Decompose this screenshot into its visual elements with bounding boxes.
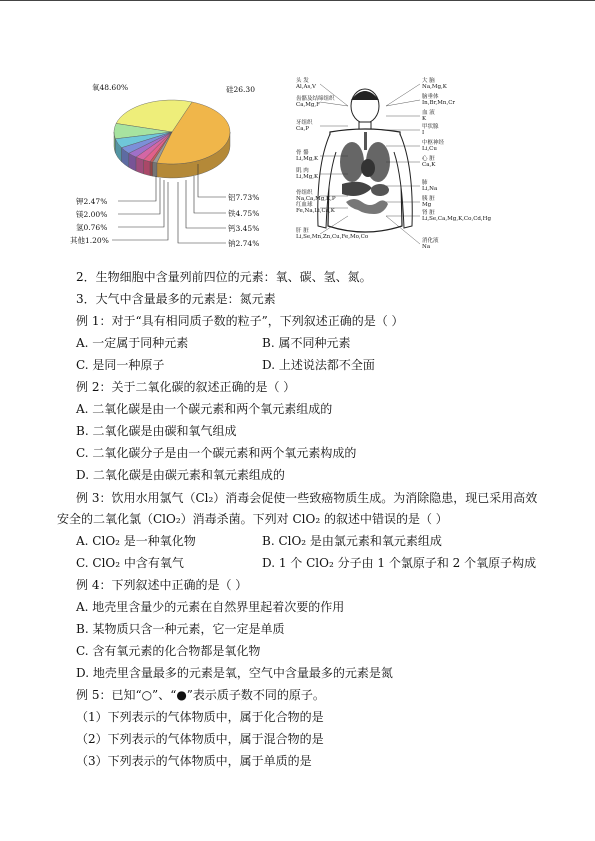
pie-label-铝: 铝7.73% [228,193,260,202]
body-label-right-name-2: 血 液 [422,110,435,116]
body-label-left-name-4: 肌 肉 [296,168,309,174]
body-label-right-elements-0: Na,Mg,K [422,84,447,90]
example-3-option-a[interactable]: A. ClO₂ 是一种氧化物 [76,534,196,548]
example-4-option-d[interactable]: D. 地壳里含量最多的元素是氧，空气中含量最多的元素是氮 [76,666,393,680]
body-label-right-elements-3: I [422,130,425,136]
crust-element-pie-chart [70,82,259,248]
point-2-text: 2．生物细胞中含量列前四位的元素：氧、碳、氢、氮。 [76,270,372,284]
example-4-option-b[interactable]: B. 某物质只含一种元素，它一定是单质 [76,622,285,636]
pie-label-钾: 钾2.47% [76,197,108,206]
example-3-question-line-1: 例 3：饮用水用氯气（Cl₂）消毒会促使一些致癌物质生成。为消除隐患，现已采用高效 [76,491,538,505]
body-label-left-name-2: 牙组织 [296,120,313,126]
pie-leader-其他 [112,182,168,240]
pie-label-其他: 其他1.20% [70,236,109,245]
body-label-right-elements-2: K [422,116,427,122]
body-label-left-name-1: 齿骼及结缔组织 [296,96,335,102]
organ-heart [361,159,375,177]
organ-left-lung [340,142,364,182]
body-label-right-name-7: 胰 脏 [422,196,435,202]
body-leader-right-0 [386,84,420,106]
body-label-right-elements-9: Na [422,244,431,250]
body-label-right-elements-7: Mg [422,202,432,208]
example-3-option-d[interactable]: D. 1 个 ClO₂ 分子由 1 个氯原子和 2 个氧原子构成 [262,556,537,570]
example-4-option-c[interactable]: C. 含有氧元素的化合物都是氧化物 [76,644,261,658]
pie-leader-钾 [118,176,156,201]
body-label-right-elements-1: In,Br,Mn,Cr [422,100,456,106]
example-3-option-b[interactable]: B. ClO₂ 是由氯元素和氧元素组成 [262,534,442,548]
pie-label-氢: 氢0.76% [76,223,108,232]
pie-side-镁 [144,160,151,176]
body-label-right-elements-4: Li,Cu [422,146,437,152]
page-top-border [0,0,595,1]
body-label-left-name-7: 肝 脏 [296,228,309,234]
figure-area [70,76,540,256]
example-1-question: 例 1：对于“具有相同质子数的粒子”，下列叙述正确的是（ ） [76,314,404,328]
body-label-left-elements-0: Al,As,V [296,84,316,90]
example-1-option-a[interactable]: A. 一定属于同种元素 [76,336,189,350]
example-2-option-a[interactable]: A. 二氧化碳是由一个碳元素和两个氧元素组成的 [76,402,333,416]
body-label-right-name-0: 大 脑 [422,78,435,84]
body-label-left-name-5: 骨组织 [296,190,313,196]
example-2-option-b[interactable]: B. 二氧化碳是由碳和氧气组成 [76,424,237,438]
example-2-option-c[interactable]: C. 二氧化碳分子是由一个碳元素和两个氧元素构成的 [76,446,357,460]
example-5-sub-2: （2）下列表示的气体物质中，属于混合物的是 [76,732,324,746]
pie-label-氧: 氧48.60% [92,83,129,92]
pie-side-氢 [150,162,153,177]
body-label-right-name-1: 脑垂体 [422,94,439,100]
body-label-left-elements-6: Fe,Na,Li,Ca,K [296,208,335,214]
example-1-option-c[interactable]: C. 是同一种原子 [76,358,165,372]
pie-leader-铁 [194,176,226,213]
pie-leader-钠 [178,182,226,243]
body-label-right-name-5: 心 脏 [422,156,435,162]
body-label-right-name-6: 肺 [422,180,428,186]
example-4-option-a[interactable]: A. 地壳里含量少的元素在自然界里起着次要的作用 [76,600,345,614]
example-5-sub-1: （1）下列表示的气体物质中，属于化合物的是 [76,710,324,724]
body-label-right-elements-6: Li,Na [422,186,438,192]
pie-label-钠: 钠2.74% [228,239,260,248]
body-label-right-elements-5: Ca,K [422,162,436,168]
body-label-left-elements-7: Li,Se,Mn,Zn,Cu,Fe,Mo,Co [296,234,369,240]
body-label-left-name-3: 骨 骼 [296,150,309,156]
example-3-question-line-2: 安全的二氧化氯（ClO₂）消毒杀菌。下列对 ClO₂ 的叙述中错误的是（ ） [57,512,448,526]
pie-label-钙: 钙3.45% [228,224,260,233]
body-label-left-elements-2: Ca,P [296,126,309,132]
pie-leader-氢 [118,180,164,227]
example-2-option-d[interactable]: D. 二氧化碳是由碳元素和氧元素组成的 [76,468,285,482]
example-5-sub-3: （3）下列表示的气体物质中，属于单质的是 [76,754,312,768]
body-leader-right-1 [386,100,420,106]
body-label-left-elements-4: Li,Mg,K [296,174,319,180]
body-label-right-name-4: 中枢神经 [422,140,445,146]
body-label-left-name-0: 头 发 [296,78,309,84]
body-label-left-elements-1: Ca,Mg,F [296,102,320,108]
body-hair [351,91,379,100]
pie-leader-钙 [186,180,226,228]
body-label-left-elements-3: Li,Mg,K [296,156,319,162]
example-1-option-b[interactable]: B. 属不同种元素 [262,336,351,350]
pie-leader-镁 [118,178,160,214]
body-label-left-name-6: 红血球 [296,202,313,208]
point-3-text: 3．大气中含量最多的元素是：氮元素 [76,292,276,306]
example-3-option-c[interactable]: C. ClO₂ 中含有氧气 [76,556,184,570]
human-body-element-diagram [295,76,491,250]
body-label-right-elements-8: Li,Se,Ca,Mg,K,Co,Cd,Hg [422,216,491,222]
body-leader-right-9 [386,216,420,244]
body-label-left-elements-5: Na,Ca,Mg,K,P [296,196,336,202]
body-label-right-name-9: 消化液 [422,238,439,244]
pie-label-镁: 镁2.00% [76,210,108,219]
example-2-question: 例 2：关于二氧化碳的叙述正确的是（ ） [76,380,296,394]
pie-side-其他 [153,162,157,177]
example-4-question: 例 4：下列叙述中正确的是（ ） [76,578,248,592]
body-label-right-name-8: 肾 脏 [422,210,435,216]
example-1-option-d[interactable]: D. 上述说法都不全面 [262,358,375,372]
pie-label-硅: 硅26.30 [226,85,255,94]
organ-trachea [364,132,367,150]
body-label-right-name-3: 甲状腺 [422,124,439,130]
pie-label-铁: 铁4.75% [228,209,260,218]
example-5-question: 例 5：已知“○”、“●”表示质子数不同的原子。 [76,688,325,702]
